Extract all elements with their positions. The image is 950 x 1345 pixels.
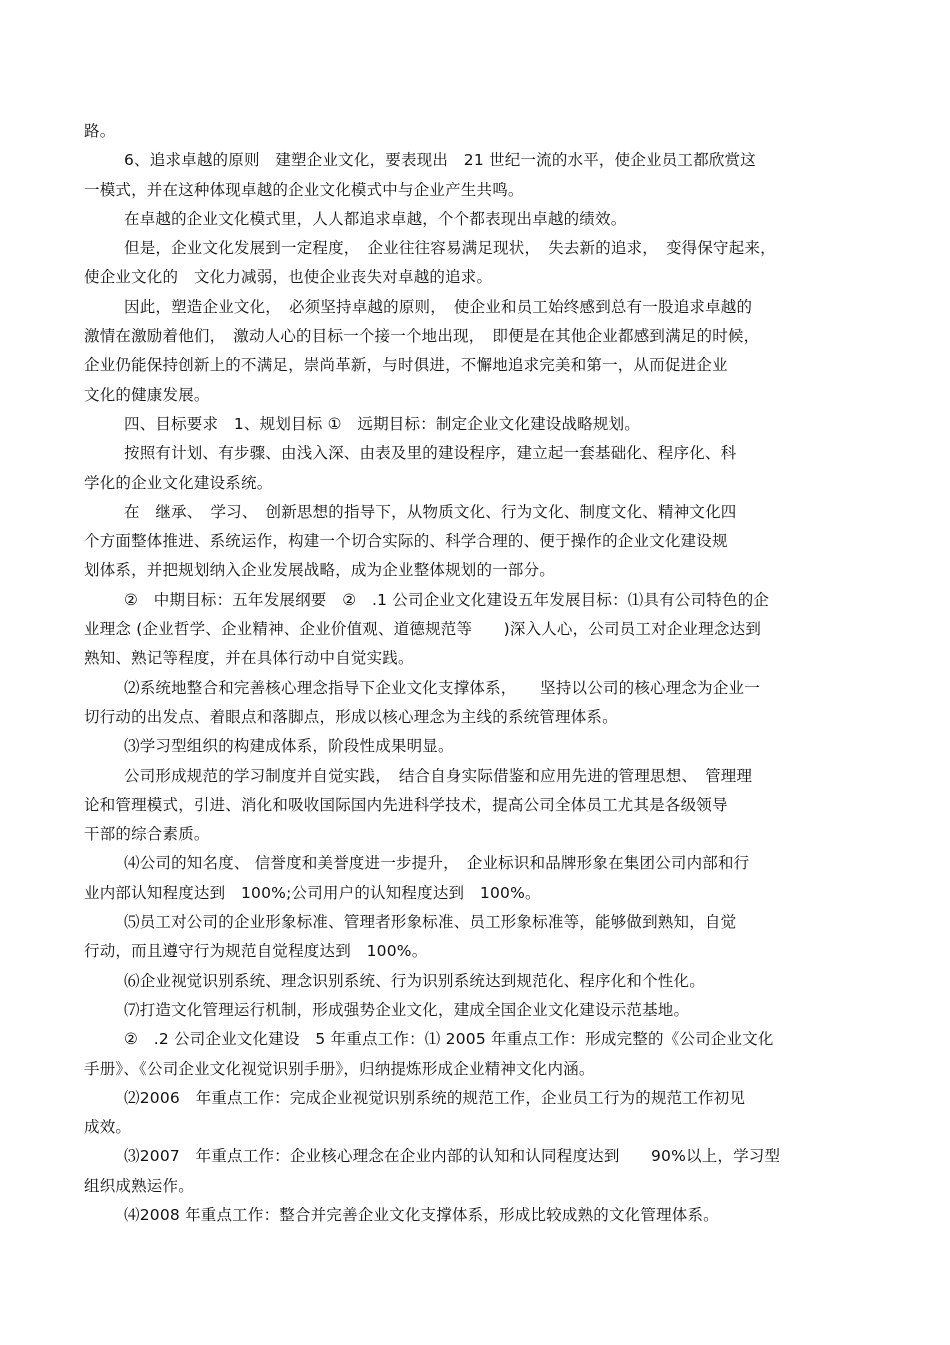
text-line: 激情在激励着他们， 激动人心的目标一个接一个地出现， 即便是在其他企业都感到满足的时候，	[84, 327, 760, 346]
text-line: 一模式，并在这种体现卓越的企业文化模式中与企业产生共鸣。	[84, 180, 524, 199]
text-line: 四、目标要求 1、规划目标 ① 远期目标：制定企业文化建设战略规划。	[124, 414, 640, 433]
text-line: ⑶2007 年重点工作：企业核心理念在企业内部的认知和认同程度达到 90%以上，学习型	[124, 1147, 781, 1166]
text-line: 成效。	[84, 1118, 132, 1137]
text-line: ⑸员工对公司的企业形象标准、管理者形象标准、员工形象标准等，能够做到熟知，自觉	[124, 913, 737, 932]
text-line: ⑹企业视觉识别系统、理念识别系统、行为识别系统达到规范化、程序化和个性化。	[124, 971, 705, 990]
text-line: 企业仍能保持创新上的不满足，崇尚革新，与时俱进，不懈地追求完美和第一，从而促进企业	[84, 356, 728, 375]
text-line: 熟知、熟记等程度，并在具体行动中自觉实践。	[84, 649, 414, 668]
text-line: ⑷2008 年重点工作：整合并完善企业文化支撑体系，形成比较成熟的文化管理体系。	[124, 1205, 719, 1224]
text-line: ② 中期目标：五年发展纲要 ② .1 公司企业文化建设五年发展目标：⑴具有公司特色的企	[124, 590, 770, 609]
text-line: ② .2 公司企业文化建设 5 年重点工作：⑴ 2005 年重点工作：形成完整的《公司企业文化	[124, 1030, 774, 1049]
text-line: 组织成熟运作。	[84, 1176, 194, 1195]
text-line: 但是，企业文化发展到一定程度， 企业往往容易满足现状， 失去新的追求， 变得保守起来，	[124, 239, 776, 258]
text-line: 学化的企业文化建设系统。	[84, 473, 273, 492]
text-line: 在卓越的企业文化模式里，人人都追求卓越，个个都表现出卓越的绩效。	[124, 209, 627, 228]
text-line: 按照有计划、有步骤、由浅入深、由表及里的建设程序，建立起一套基础化、程序化、科	[124, 444, 737, 463]
text-line: 公司形成规范的学习制度并自觉实践， 结合自身实际借鉴和应用先进的管理思想、 管理理	[124, 766, 753, 785]
text-line: 业理念 (企业哲学、企业精神、企业价值观、道德规范等 )深入人心，公司员工对企业理念达到	[84, 620, 762, 639]
text-line: 切行动的出发点、着眼点和落脚点，形成以核心理念为主线的系统管理体系。	[84, 707, 618, 726]
text-line: 因此，塑造企业文化， 必须坚持卓越的原则， 使企业和员工始终感到总有一股追求卓越的	[124, 297, 753, 316]
text-line: 使企业文化的 文化力减弱，也使企业丧失对卓越的追求。	[84, 268, 493, 287]
text-line: 业内部认知程度达到 100%;公司用户的认知程度达到 100%。	[84, 883, 541, 902]
text-line: 在 继承、 学习、 创新思想的指导下，从物质文化、行为文化、制度文化、精神文化四	[124, 502, 737, 521]
text-line: 路。	[84, 122, 116, 140]
text-line: 文化的健康发展。	[84, 385, 210, 404]
text-line: ⑵2006 年重点工作：完成企业视觉识别系统的规范工作，企业员工行为的规范工作初见	[124, 1088, 746, 1107]
text-line: 个方面整体推进、系统运作，构建一个切合实际的、科学合理的、便于操作的企业文化建设规	[84, 532, 728, 551]
text-line: 划体系，并把规划纳入企业发展战略，成为企业整体规划的一部分。	[84, 561, 556, 580]
text-line: ⑵系统地整合和完善核心理念指导下企业文化支撑体系， 坚持以公司的核心理念为企业一	[124, 678, 760, 697]
text-line: 论和管理模式，引进、消化和吸收国际国内先进科学技术，提高公司全体员工尤其是各级领导	[84, 795, 728, 814]
document-body	[84, 117, 874, 1230]
text-line: 6、追求卓越的原则 建塑企业文化，要表现出 21 世纪一流的水平，使企业员工都欣赏这	[124, 151, 756, 170]
text-line: 干部的综合素质。	[84, 825, 210, 844]
text-line: ⑶学习型组织的构建成体系，阶段性成果明显。	[124, 737, 454, 756]
text-line: 手册》、《公司企业文化视觉识别手册》，归纳提炼形成企业精神文化内涵。	[84, 1059, 595, 1078]
text-line: ⑷公司的知名度、 信誉度和美誉度进一步提升， 企业标识和品牌形象在集团公司内部和行	[124, 854, 750, 873]
text-line: ⑺打造文化管理运行机制，形成强势企业文化，建成全国企业文化建设示范基地。	[124, 1000, 690, 1019]
text-line: 行动，而且遵守行为规范自觉程度达到 100%。	[84, 942, 428, 961]
